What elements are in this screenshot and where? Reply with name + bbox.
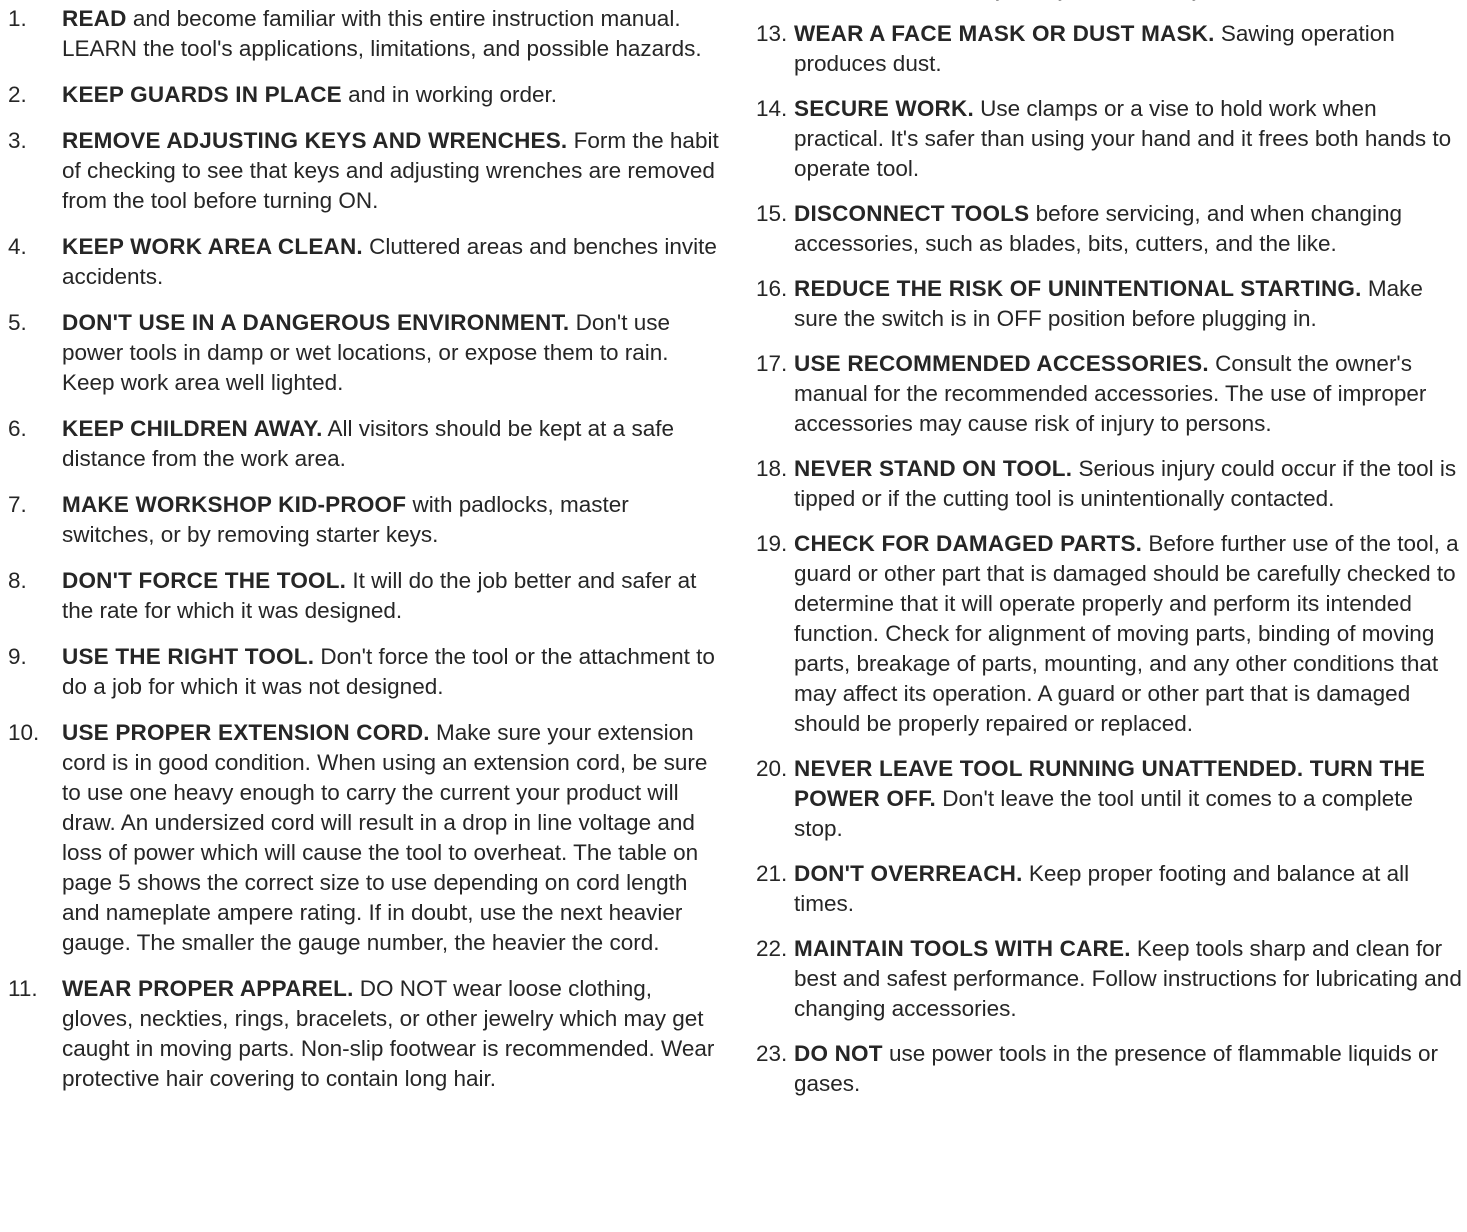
rule-text: Use clamps or a vise to hold work when practical. It's safer than using your hand and it frees both hands to operate tool. — [794, 96, 1452, 181]
rule-text: Serious injury could occur if the tool is tipped or if the cutting tool is unintentionally contacted. — [794, 456, 1457, 511]
safety-rule-item — [752, 754, 1464, 844]
rule-text: Don't force the tool or the attachment to do a job for which it was not designed. — [62, 644, 715, 699]
safety-rule-item — [752, 0, 1464, 4]
safety-rule-item — [752, 19, 1464, 79]
rule-text: Cluttered areas and benches invite accidents. — [62, 234, 717, 289]
rule-heading: REMOVE ADJUSTING KEYS AND WRENCHES. — [62, 128, 568, 153]
rule-text: Make sure the switch is in OFF position before plugging in. — [794, 276, 1423, 331]
safety-rule-item — [0, 414, 720, 474]
safety-rule-item — [0, 642, 720, 702]
rule-number: 19. — [756, 531, 788, 556]
rule-heading: DON'T OVERREACH. — [794, 861, 1023, 886]
safety-rule-item — [752, 859, 1464, 919]
safety-rule-item — [0, 232, 720, 292]
safety-rule-item — [752, 454, 1464, 514]
rule-number: 14. — [756, 96, 788, 121]
rule-heading: USE THE RIGHT TOOL. — [62, 644, 315, 669]
safety-rule-item — [752, 934, 1464, 1024]
rule-text: Sawing operation produces dust. — [794, 21, 1395, 76]
rule-text — [794, 0, 1272, 1]
rule-number: 16. — [756, 276, 788, 301]
rule-heading: WEAR PROPER APPAREL. — [62, 976, 354, 1001]
safety-rule-item — [0, 566, 720, 626]
rule-text: Before further use of the tool, a guard or other part that is damaged should be carefully checked to determine that it will operate properly and perform its intended function. Check for alignment of moving parts, binding of moving parts, breakage of parts, mounting, and any other conditions that may affect its operation. A guard or other part that is damaged should be properly repaired or replaced. — [794, 531, 1459, 736]
rule-heading: MAKE WORKSHOP KID-PROOF — [62, 492, 407, 517]
right-column — [752, 0, 1464, 1099]
safety-rule-item — [0, 308, 720, 398]
rule-text: Don't leave the tool until it comes to a complete stop. — [794, 786, 1414, 841]
rule-text: Form the habit of checking to see that keys and adjusting wrenches are removed from the tool before turning ON. — [62, 128, 719, 213]
rule-heading: USE RECOMMENDED ACCESSORIES. — [794, 351, 1209, 376]
safety-rule-item — [0, 126, 720, 216]
safety-rule-item — [0, 718, 720, 958]
rule-text: Keep proper footing and balance at all times. — [794, 861, 1410, 916]
rule-number: 20. — [756, 756, 788, 781]
rule-text: Don't use power tools in damp or wet locations, or expose them to rain. Keep work area well lighted. — [62, 310, 670, 395]
safety-rule-item — [752, 94, 1464, 184]
safety-rule-item — [752, 1039, 1464, 1099]
rule-number: 17. — [756, 351, 788, 376]
rule-number: 1. — [8, 6, 27, 31]
safety-rule-item — [0, 4, 720, 64]
safety-rule-item — [752, 349, 1464, 439]
rule-number: 23. — [756, 1041, 788, 1066]
safety-rule-item — [0, 80, 720, 110]
rule-heading: USE PROPER EXTENSION CORD. — [62, 720, 430, 745]
safety-rule-item — [0, 974, 720, 1094]
rule-number: 13. — [756, 21, 788, 46]
rule-text: and become familiar with this entire instruction manual. LEARN the tool's applications, limitations, and possible hazards. — [62, 6, 702, 61]
rule-heading: CHECK FOR DAMAGED PARTS. — [794, 531, 1143, 556]
rule-text: It will do the job better and safer at the rate for which it was designed. — [62, 568, 697, 623]
rule-number: 18. — [756, 456, 788, 481]
rule-number: 5. — [8, 310, 27, 335]
rule-text: Keep tools sharp and clean for best and safest performance. Follow instructions for lubricating and changing accessories. — [794, 936, 1462, 1021]
rule-text: Make sure your extension cord is in good condition. When using an extension cord, be sure to use one heavy enough to carry the current your product will draw. An undersized cord will result in a drop in line voltage and loss of power which will cause the tool to overheat. The table on page 5 shows the correct size to use depending on cord length and nameplate ampere rating. If in doubt, use the next heavier gauge. The smaller the gauge number, the heavier the cord. — [62, 720, 708, 955]
rule-heading: WEAR A FACE MASK OR DUST MASK. — [794, 21, 1215, 46]
safety-rule-item — [752, 274, 1464, 334]
rule-number: 7. — [8, 492, 27, 517]
rule-heading: NEVER STAND ON TOOL. — [794, 456, 1073, 481]
rule-text: Consult the owner's manual for the recommended accessories. The use of improper accessories may cause risk of injury to persons. — [794, 351, 1427, 436]
safety-rule-item — [0, 490, 720, 550]
rule-number: 3. — [8, 128, 27, 153]
rule-number: 22. — [756, 936, 788, 961]
rule-heading: READ — [62, 6, 127, 31]
rule-text: with padlocks, master switches, or by removing starter keys. — [62, 492, 629, 547]
rule-heading: DO NOT — [794, 1041, 883, 1066]
rule-text: and in working order. — [341, 82, 558, 107]
rule-heading: KEEP WORK AREA CLEAN. — [62, 234, 363, 259]
rule-text: All visitors should be kept at a safe distance from the work area. — [62, 416, 674, 471]
rule-number: 2. — [8, 82, 27, 107]
rule-number: 6. — [8, 416, 27, 441]
rule-number: 15. — [756, 201, 788, 226]
rule-heading: REDUCE THE RISK OF UNINTENTIONAL STARTING. — [794, 276, 1362, 301]
rule-number: 11. — [8, 976, 38, 1001]
left-column — [0, 0, 720, 1094]
safety-rule-item — [752, 199, 1464, 259]
rule-number: 21. — [756, 861, 788, 886]
rule-heading: DON'T USE IN A DANGEROUS ENVIRONMENT. — [62, 310, 570, 335]
rule-number: 4. — [8, 234, 27, 259]
rule-heading: KEEP GUARDS IN PLACE — [62, 82, 342, 107]
rule-number: 10. — [8, 720, 40, 745]
rule-text: DO NOT wear loose clothing, gloves, neckties, rings, bracelets, or other jewelry which may get caught in moving parts. Non-slip footwear is recommended. Wear protective hair covering to contain long hair. — [62, 976, 715, 1091]
rule-heading: MAINTAIN TOOLS WITH CARE. — [794, 936, 1131, 961]
rule-heading: SECURE WORK. — [794, 96, 974, 121]
rule-text: use power tools in the presence of flammable liquids or gases. — [794, 1041, 1438, 1096]
rule-heading: NEVER LEAVE TOOL RUNNING UNATTENDED. TURN THE POWER OFF. — [794, 756, 1426, 811]
rule-number: 9. — [8, 644, 27, 669]
rule-text: before servicing, and when changing accessories, such as blades, bits, cutters, and the like. — [794, 201, 1403, 256]
safety-rule-item — [752, 529, 1464, 739]
rule-heading: DON'T FORCE THE TOOL. — [62, 568, 347, 593]
rule-heading: KEEP CHILDREN AWAY. — [62, 416, 323, 441]
rule-number: 8. — [8, 568, 27, 593]
rule-heading: DISCONNECT TOOLS — [794, 201, 1030, 226]
